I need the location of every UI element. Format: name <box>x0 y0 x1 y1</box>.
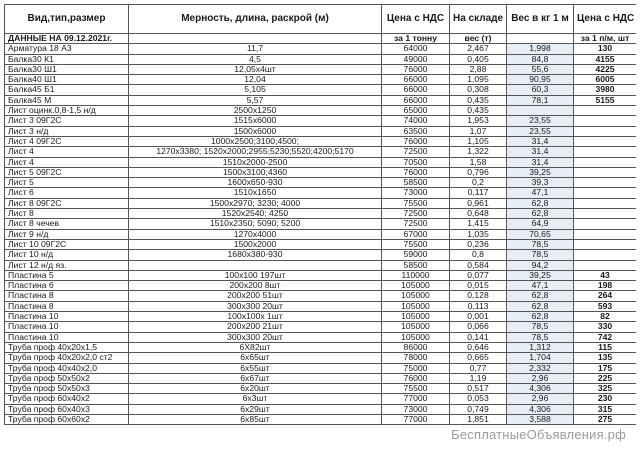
cell-name: Лист 8 09Г2С <box>5 198 129 208</box>
cell-dims: 1600х650-930 <box>129 178 382 188</box>
table-row <box>5 260 637 270</box>
cell-dims: 1510х1650 <box>129 188 382 198</box>
header-row <box>5 5 637 34</box>
cell-name: Лист 8 <box>5 209 129 219</box>
cell-price: 65000 <box>382 106 450 116</box>
cell-stock: 0,128 <box>450 291 507 301</box>
cell-weight: 78,5 <box>507 239 574 249</box>
cell-name: Труба проф 40х40х2,0 <box>5 363 129 373</box>
cell-dims: 1000х2500;3100;4500; <box>129 136 382 146</box>
table-row <box>5 54 637 64</box>
cell-price-per-meter: 330 <box>574 322 637 332</box>
cell-weight: 2,96 <box>507 373 574 383</box>
cell-price: 105000 <box>382 291 450 301</box>
cell-weight: 2,332 <box>507 363 574 373</box>
cell-weight: 84,8 <box>507 54 574 64</box>
cell-weight: 2,96 <box>507 394 574 404</box>
subheader-stock: вес (т) <box>450 34 507 44</box>
header-price: Цена с НДС <box>382 5 450 34</box>
cell-name: Труба проф 60х60х2 <box>5 414 129 424</box>
watermark: БесплатныеОбъявления.рф <box>451 427 626 442</box>
cell-stock: 0,517 <box>450 384 507 394</box>
cell-dims: 200х200 8шт <box>129 281 382 291</box>
cell-price: 66000 <box>382 75 450 85</box>
table-row <box>5 85 637 95</box>
cell-name: Пластина 6 <box>5 281 129 291</box>
table-row <box>5 239 637 249</box>
cell-dims: 5,57 <box>129 95 382 105</box>
subheader-row <box>5 34 637 44</box>
cell-weight: 1,312 <box>507 342 574 352</box>
cell-price: 67000 <box>382 229 450 239</box>
cell-price: 58500 <box>382 178 450 188</box>
cell-weight: 31,4 <box>507 136 574 146</box>
cell-price-per-meter <box>574 239 637 249</box>
table-row <box>5 198 637 208</box>
cell-price: 66000 <box>382 95 450 105</box>
cell-price-per-meter: 230 <box>574 394 637 404</box>
cell-name: Лист 5 09Г2С <box>5 167 129 177</box>
cell-name: Балка30 Ш1 <box>5 64 129 74</box>
cell-weight: 3,588 <box>507 414 574 424</box>
cell-stock: 1,19 <box>450 373 507 383</box>
cell-name: Лист 8 чечев <box>5 219 129 229</box>
cell-stock: 0,665 <box>450 353 507 363</box>
cell-price-per-meter <box>574 198 637 208</box>
cell-price-per-meter <box>574 116 637 126</box>
table-row <box>5 44 637 54</box>
cell-price-per-meter <box>574 188 637 198</box>
cell-weight: 78,5 <box>507 332 574 342</box>
cell-dims: 2500х1250 <box>129 106 382 116</box>
cell-price: 72500 <box>382 209 450 219</box>
cell-price: 59000 <box>382 250 450 260</box>
subheader-price: за 1 тонну <box>382 34 450 44</box>
table-row <box>5 332 637 342</box>
table-row <box>5 322 637 332</box>
header-name: Вид,тип,размер <box>5 5 129 34</box>
cell-price: 66000 <box>382 85 450 95</box>
cell-stock: 0,077 <box>450 270 507 280</box>
cell-dims: 1510х2000-2500 <box>129 157 382 167</box>
cell-stock: 1,58 <box>450 157 507 167</box>
cell-weight: 78,1 <box>507 95 574 105</box>
cell-price-per-meter: 264 <box>574 291 637 301</box>
table-row <box>5 116 637 126</box>
cell-stock: 0,053 <box>450 394 507 404</box>
cell-stock: 1,105 <box>450 136 507 146</box>
cell-dims: 6х3шт <box>129 394 382 404</box>
cell-price: 86000 <box>382 342 450 352</box>
cell-name: Лист 4 <box>5 157 129 167</box>
table-row <box>5 75 637 85</box>
cell-price: 78000 <box>382 353 450 363</box>
cell-stock: 0,646 <box>450 342 507 352</box>
cell-price-per-meter: 593 <box>574 301 637 311</box>
table-row <box>5 167 637 177</box>
subheader-dims <box>129 34 382 44</box>
cell-dims: 1515х6000 <box>129 116 382 126</box>
cell-name: Балка40 Ш1 <box>5 75 129 85</box>
cell-price-per-meter <box>574 250 637 260</box>
cell-dims: 6х55шт <box>129 363 382 373</box>
cell-dims: 6Х82шт <box>129 342 382 352</box>
table-row <box>5 178 637 188</box>
cell-price-per-meter: 315 <box>574 404 637 414</box>
cell-price-per-meter: 43 <box>574 270 637 280</box>
cell-price-per-meter <box>574 126 637 136</box>
cell-stock: 2,467 <box>450 44 507 54</box>
cell-price: 64000 <box>382 44 450 54</box>
cell-dims <box>129 260 382 270</box>
cell-stock: 1,322 <box>450 147 507 157</box>
cell-price: 73000 <box>382 404 450 414</box>
cell-stock: 0,961 <box>450 198 507 208</box>
cell-weight: 70,65 <box>507 229 574 239</box>
cell-price: 75500 <box>382 384 450 394</box>
cell-weight: 90,95 <box>507 75 574 85</box>
cell-price: 77000 <box>382 394 450 404</box>
cell-price: 105000 <box>382 332 450 342</box>
cell-price-per-meter <box>574 167 637 177</box>
cell-price-per-meter: 225 <box>574 373 637 383</box>
cell-name: Лист 4 09Г2С <box>5 136 129 146</box>
cell-stock: 0,8 <box>450 250 507 260</box>
cell-name: Труба проф 50х50х2 <box>5 373 129 383</box>
table-row <box>5 363 637 373</box>
cell-price: 63500 <box>382 126 450 136</box>
cell-name: Труба проф 60х40х3 <box>5 404 129 414</box>
cell-dims: 100х100 197шт <box>129 270 382 280</box>
cell-price: 70500 <box>382 157 450 167</box>
cell-stock: 0,435 <box>450 106 507 116</box>
cell-price-per-meter: 275 <box>574 414 637 424</box>
cell-weight: 62,8 <box>507 198 574 208</box>
cell-name: Пластина 10 <box>5 312 129 322</box>
cell-stock: 1,095 <box>450 75 507 85</box>
cell-price: 72500 <box>382 147 450 157</box>
cell-name: Лист 12 н/д яз. <box>5 260 129 270</box>
cell-dims: 100х100х 1шт <box>129 312 382 322</box>
table-row <box>5 219 637 229</box>
cell-dims: 1680х380-930 <box>129 250 382 260</box>
cell-price-per-meter: 82 <box>574 312 637 322</box>
cell-dims: 1500х2000 <box>129 239 382 249</box>
cell-stock: 2,88 <box>450 64 507 74</box>
cell-name: Лист 10 09Г2С <box>5 239 129 249</box>
cell-weight <box>507 106 574 116</box>
cell-dims: 6х65шт <box>129 353 382 363</box>
cell-name: Труба проф 50х50х3 <box>5 384 129 394</box>
cell-weight: 1,998 <box>507 44 574 54</box>
cell-stock: 0,405 <box>450 54 507 64</box>
cell-price-per-meter: 115 <box>574 342 637 352</box>
table-row <box>5 404 637 414</box>
cell-price-per-meter: 5155 <box>574 95 637 105</box>
cell-name: Труба проф 60х40х2 <box>5 394 129 404</box>
cell-name: Лист оцинк.0,8-1,5 н/д <box>5 106 129 116</box>
cell-stock: 0,236 <box>450 239 507 249</box>
cell-weight: 64,9 <box>507 219 574 229</box>
cell-price-per-meter: 325 <box>574 384 637 394</box>
cell-weight: 62,8 <box>507 301 574 311</box>
cell-name: Балка30 К1 <box>5 54 129 64</box>
table-row <box>5 312 637 322</box>
table-row <box>5 106 637 116</box>
header-dims: Мерность, длина, раскрой (м) <box>129 5 382 34</box>
cell-stock: 0,001 <box>450 312 507 322</box>
cell-price-per-meter <box>574 157 637 167</box>
cell-price: 74000 <box>382 116 450 126</box>
cell-weight: 23,55 <box>507 116 574 126</box>
cell-name: Лист 5 <box>5 178 129 188</box>
table-row <box>5 394 637 404</box>
cell-stock: 1,07 <box>450 126 507 136</box>
cell-price: 105000 <box>382 322 450 332</box>
cell-name: Пластина 10 <box>5 332 129 342</box>
cell-name: Пластина 5 <box>5 270 129 280</box>
cell-dims: 1510х2350; 5090; 5200 <box>129 219 382 229</box>
cell-dims: 200х200 51шт <box>129 291 382 301</box>
data-date: ДАННЫЕ НА 09.12.2021г. <box>5 34 129 44</box>
cell-price-per-meter <box>574 209 637 219</box>
cell-weight: 39,25 <box>507 167 574 177</box>
cell-weight: 60,3 <box>507 85 574 95</box>
cell-price: 105000 <box>382 281 450 291</box>
cell-weight: 4,306 <box>507 404 574 414</box>
cell-stock: 1,953 <box>450 116 507 126</box>
cell-dims: 300х300 20шт <box>129 301 382 311</box>
table-row <box>5 229 637 239</box>
cell-weight: 39,25 <box>507 270 574 280</box>
cell-name: Пластина 10 <box>5 322 129 332</box>
cell-dims: 11,7 <box>129 44 382 54</box>
cell-name: Балка45 М <box>5 95 129 105</box>
cell-price: 76000 <box>382 373 450 383</box>
cell-weight: 47,1 <box>507 188 574 198</box>
cell-price: 110000 <box>382 270 450 280</box>
cell-price-per-meter: 4225 <box>574 64 637 74</box>
cell-stock: 0,77 <box>450 363 507 373</box>
table-row <box>5 64 637 74</box>
cell-dims: 1500х2970; 3230; 4000 <box>129 198 382 208</box>
cell-stock: 0,308 <box>450 85 507 95</box>
cell-weight: 47,1 <box>507 281 574 291</box>
cell-weight: 31,4 <box>507 147 574 157</box>
cell-price: 75500 <box>382 198 450 208</box>
subheader-weight <box>507 34 574 44</box>
cell-price-per-meter: 4155 <box>574 54 637 64</box>
cell-price: 105000 <box>382 312 450 322</box>
cell-weight: 62,8 <box>507 312 574 322</box>
table-row <box>5 147 637 157</box>
cell-price-per-meter <box>574 219 637 229</box>
cell-stock: 0,117 <box>450 188 507 198</box>
cell-price: 73000 <box>382 188 450 198</box>
table-row <box>5 188 637 198</box>
cell-dims: 1520х2540; 4250 <box>129 209 382 219</box>
cell-weight: 55,6 <box>507 64 574 74</box>
cell-name: Лист 3 09Г2С <box>5 116 129 126</box>
cell-stock: 0,435 <box>450 95 507 105</box>
cell-price: 75500 <box>382 239 450 249</box>
cell-price: 76000 <box>382 167 450 177</box>
cell-dims: 5,105 <box>129 85 382 95</box>
table-row <box>5 291 637 301</box>
cell-price-per-meter: 130 <box>574 44 637 54</box>
cell-price: 75000 <box>382 363 450 373</box>
cell-stock: 0,796 <box>450 167 507 177</box>
cell-dims: 4,5 <box>129 54 382 64</box>
cell-price-per-meter: 3980 <box>574 85 637 95</box>
table-row <box>5 281 637 291</box>
cell-dims: 1270х3380; 1520х2000;2955;5230;5520;4200;5170 <box>129 147 382 157</box>
cell-weight: 78,5 <box>507 250 574 260</box>
cell-weight: 62,8 <box>507 209 574 219</box>
table-row <box>5 384 637 394</box>
cell-price: 58500 <box>382 260 450 270</box>
cell-stock: 1,851 <box>450 414 507 424</box>
cell-price-per-meter: 135 <box>574 353 637 363</box>
cell-dims: 12,05х4шт <box>129 64 382 74</box>
cell-name: Арматура 18 А3 <box>5 44 129 54</box>
cell-price-per-meter <box>574 147 637 157</box>
cell-dims: 1500х3100;4360 <box>129 167 382 177</box>
cell-stock: 0,141 <box>450 332 507 342</box>
cell-stock: 0,584 <box>450 260 507 270</box>
cell-dims: 12,04 <box>129 75 382 85</box>
cell-weight: 94,2 <box>507 260 574 270</box>
cell-price-per-meter: 175 <box>574 363 637 373</box>
cell-stock: 0,648 <box>450 209 507 219</box>
cell-name: Балка45 Б1 <box>5 85 129 95</box>
cell-dims: 6х20шт <box>129 384 382 394</box>
table-row <box>5 250 637 260</box>
table-row <box>5 270 637 280</box>
cell-name: Лист 10 н/д <box>5 250 129 260</box>
cell-name: Труба проф 40х20х2,0 ст2 <box>5 353 129 363</box>
header-stock: На складе <box>450 5 507 34</box>
subheader-price-per-meter: за 1 п/м, шт <box>574 34 637 44</box>
cell-price-per-meter <box>574 178 637 188</box>
cell-price: 76000 <box>382 64 450 74</box>
cell-price-per-meter: 6005 <box>574 75 637 85</box>
cell-price-per-meter <box>574 106 637 116</box>
cell-dims: 6х67шт <box>129 373 382 383</box>
cell-name: Пластина 8 <box>5 301 129 311</box>
cell-stock: 0,066 <box>450 322 507 332</box>
table-row <box>5 373 637 383</box>
cell-price: 105000 <box>382 301 450 311</box>
cell-name: Лист 9 н/д <box>5 229 129 239</box>
cell-stock: 0,749 <box>450 404 507 414</box>
cell-weight: 62,8 <box>507 291 574 301</box>
table-row <box>5 301 637 311</box>
cell-price-per-meter <box>574 229 637 239</box>
cell-weight: 31,4 <box>507 157 574 167</box>
cell-stock: 0,113 <box>450 301 507 311</box>
table-row <box>5 95 637 105</box>
cell-stock: 0,2 <box>450 178 507 188</box>
cell-dims: 6х85шт <box>129 414 382 424</box>
cell-price: 76000 <box>382 136 450 146</box>
header-price-per-meter: Цена с НДС <box>574 5 637 34</box>
cell-dims: 1270х4000 <box>129 229 382 239</box>
table-row <box>5 353 637 363</box>
table-row <box>5 126 637 136</box>
cell-stock: 0,015 <box>450 281 507 291</box>
table-row <box>5 342 637 352</box>
cell-dims: 200х200 21шт <box>129 322 382 332</box>
cell-dims: 300х300 20шт <box>129 332 382 342</box>
cell-price-per-meter: 198 <box>574 281 637 291</box>
cell-price-per-meter <box>574 260 637 270</box>
cell-price-per-meter <box>574 136 637 146</box>
cell-dims: 1500х6000 <box>129 126 382 136</box>
cell-name: Пластина 8 <box>5 291 129 301</box>
price-sheet <box>4 4 636 448</box>
cell-price-per-meter: 742 <box>574 332 637 342</box>
table-row <box>5 157 637 167</box>
cell-dims: 6х29шт <box>129 404 382 414</box>
cell-price: 72500 <box>382 219 450 229</box>
cell-name: Лист 4 <box>5 147 129 157</box>
cell-stock: 1,035 <box>450 229 507 239</box>
cell-weight: 39,3 <box>507 178 574 188</box>
table-row <box>5 136 637 146</box>
cell-weight: 1,704 <box>507 353 574 363</box>
cell-name: Лист 6 <box>5 188 129 198</box>
cell-price: 49000 <box>382 54 450 64</box>
header-weight: Вес в кг 1 м <box>507 5 574 34</box>
price-table <box>4 4 636 425</box>
cell-price: 77000 <box>382 414 450 424</box>
cell-stock: 1,415 <box>450 219 507 229</box>
table-row <box>5 209 637 219</box>
cell-weight: 78,5 <box>507 322 574 332</box>
cell-name: Лист 3 н/д <box>5 126 129 136</box>
table-row <box>5 414 637 424</box>
cell-weight: 4,306 <box>507 384 574 394</box>
cell-weight: 23,55 <box>507 126 574 136</box>
cell-name: Труба проф 40х20х1,5 <box>5 342 129 352</box>
